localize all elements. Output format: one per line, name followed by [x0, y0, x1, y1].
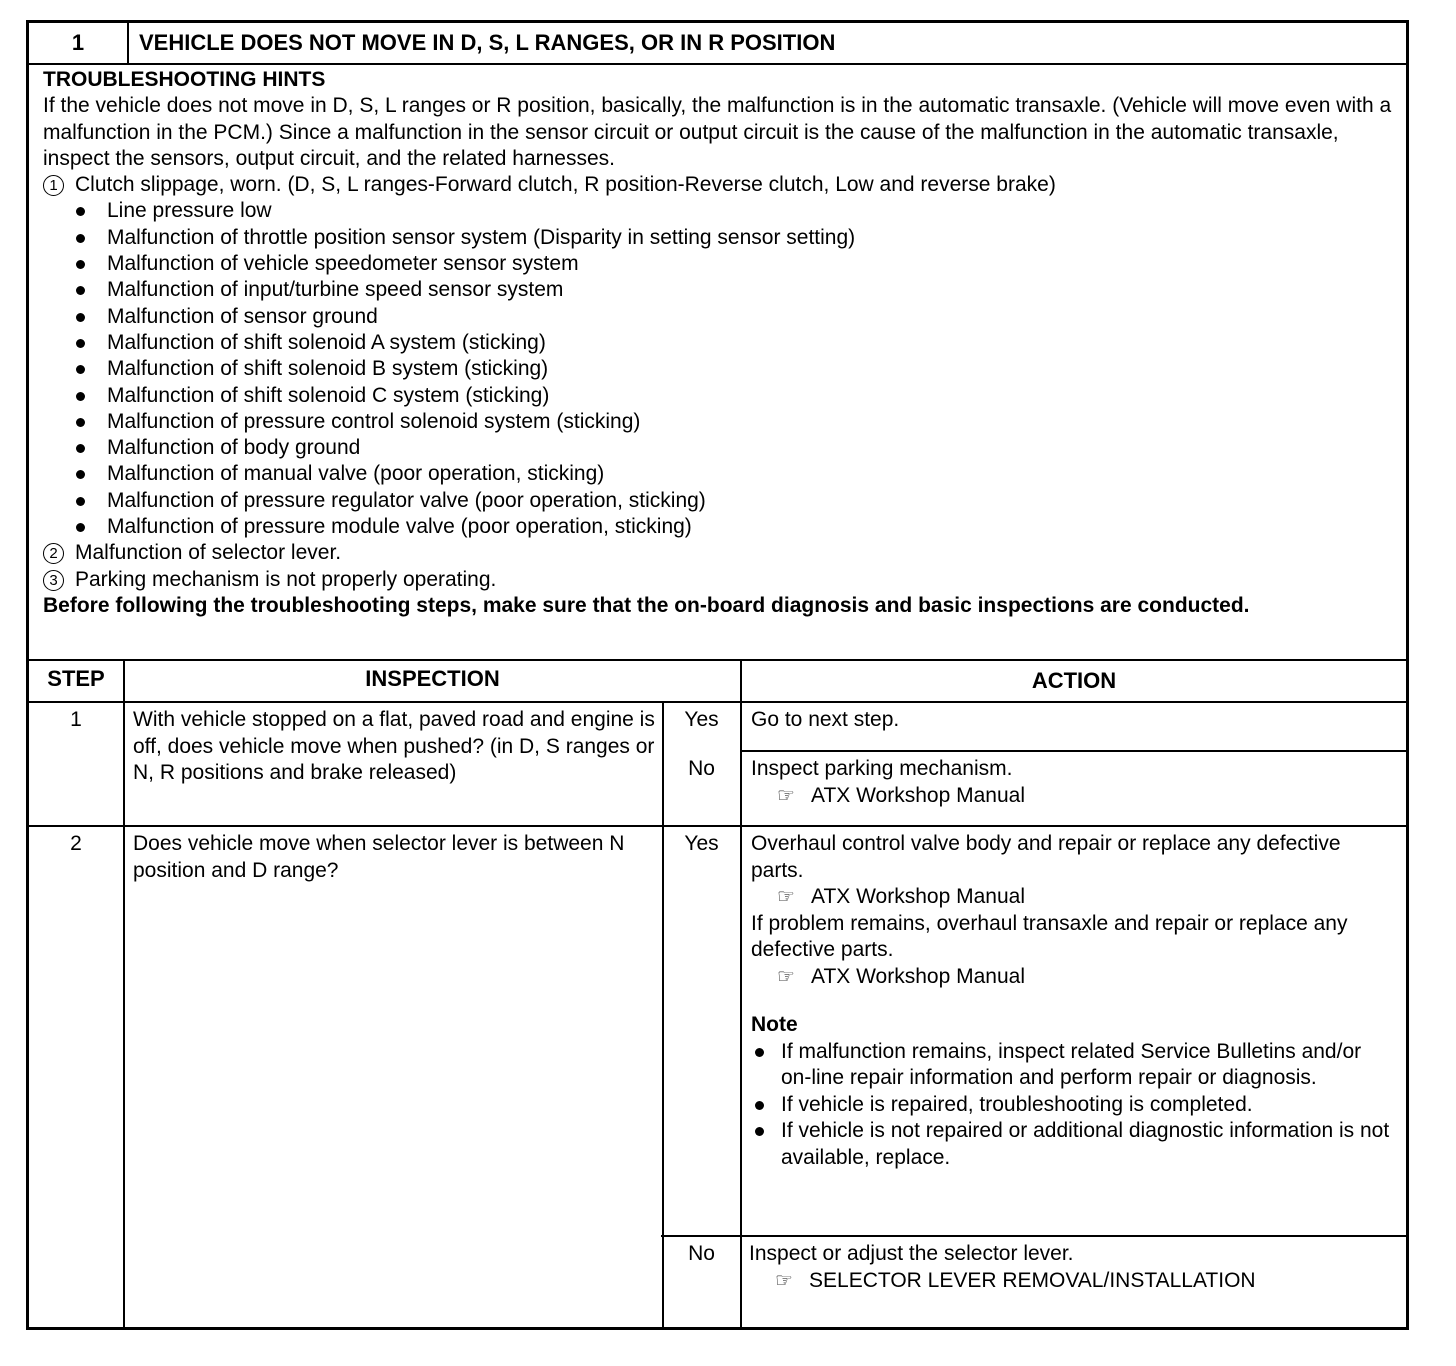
bullet-dot-icon — [76, 418, 85, 427]
pointing-hand-icon: ☞ — [777, 784, 795, 807]
cause-bullet-text: Malfunction of sensor ground — [107, 304, 378, 328]
bullet-dot-icon — [76, 444, 85, 453]
cause-bullet-item — [43, 251, 1394, 277]
cause-1-bullet-list — [43, 198, 1394, 540]
step1-no-reference — [751, 783, 1401, 810]
cause-2 — [43, 540, 1394, 566]
cause-bullet-text: Malfunction of pressure module valve (poor operation, sticking) — [107, 515, 692, 539]
bullet-dot-icon — [755, 1127, 764, 1136]
cause-bullet-item — [43, 277, 1394, 303]
note-title: Note — [751, 1013, 798, 1036]
cause-bullet-item — [43, 488, 1394, 514]
step1-inspection: With vehicle stopped on a flat, paved road and engine is off, does vehicle move when pushed? (in D, S ranges or N, R positions and brake released) — [133, 708, 655, 784]
cause-bullet-text: Malfunction of throttle position sensor system (Disparity in setting sensor setting) — [107, 225, 856, 249]
cause-3 — [43, 567, 1394, 593]
hints-intro: If the vehicle does not move in D, S, L ranges or R position, basically, the malfunction is in the automatic transaxle. (Vehicle will move even with a malfunction in the PCM.) Since a malfunction in the sensor circuit or output circuit is the cause of the malfunction in the automatic transaxle, inspect the sensors, output circuit, and the related harnesses. — [43, 94, 1392, 170]
step2-no-label: No — [688, 1242, 715, 1265]
step2-inspection: Does vehicle move when selector lever is between N position and D range? — [133, 832, 625, 882]
note-item — [751, 1118, 1391, 1171]
cause-bullet-text: Malfunction of shift solenoid B system (sticking) — [107, 357, 549, 381]
title-number: 1 — [29, 23, 129, 63]
step2-no-reference — [749, 1268, 1399, 1295]
cause-bullet-item — [43, 383, 1394, 409]
hints-final-instruction: Before following the troubleshooting steps, make sure that the on-board diagnosis and basic inspections are conducted. — [43, 593, 1250, 617]
step1-no-action-block — [751, 756, 1401, 809]
cause-bullet-item — [43, 198, 1394, 224]
troubleshooting-hints — [43, 67, 1394, 619]
page-title: VEHICLE DOES NOT MOVE IN D, S, L RANGES, OR IN R POSITION — [139, 30, 836, 55]
cause-bullet-text: Malfunction of manual valve (poor operation, sticking) — [107, 462, 605, 486]
step2-number: 2 — [70, 832, 82, 855]
cause-bullet-text: Malfunction of input/turbine speed sensor system — [107, 278, 564, 302]
step1-no-reference-text: ATX Workshop Manual — [811, 783, 1025, 807]
cause-bullet-item — [43, 225, 1394, 251]
answer-action-divider — [740, 659, 742, 1327]
cause-2-text: Malfunction of selector lever. — [75, 541, 342, 565]
header-step: STEP — [47, 666, 105, 691]
circled-number-2: 2 — [43, 543, 64, 564]
cause-bullet-text: Malfunction of shift solenoid A system (sticking) — [107, 330, 546, 354]
cause-1-text: Clutch slippage, worn. (D, S, L ranges-Forward clutch, R position-Reverse clutch, Low and reverse brake) — [75, 173, 1056, 197]
bullet-dot-icon — [76, 523, 85, 532]
header-action: ACTION — [1031, 668, 1117, 693]
note-item — [751, 1092, 1391, 1119]
step2-yes-label: Yes — [684, 832, 719, 855]
step2-yes-reference-2-text: ATX Workshop Manual — [811, 964, 1025, 988]
cause-bullet-text: Malfunction of shift solenoid C system (sticking) — [107, 383, 550, 407]
cause-bullet-text: Line pressure low — [107, 199, 272, 223]
bullet-dot-icon — [76, 497, 85, 506]
step1-bottom-border — [29, 825, 1406, 827]
bullet-dot-icon — [76, 470, 85, 479]
note-item-text: If vehicle is not repaired or additional diagnostic information is not available, replace. — [781, 1119, 1390, 1169]
bullet-dot-icon — [76, 234, 85, 243]
bullet-dot-icon — [76, 392, 85, 401]
cause-bullet-item — [43, 461, 1394, 487]
cause-3-text: Parking mechanism is not properly operating. — [75, 567, 497, 591]
bullet-dot-icon — [76, 207, 85, 216]
header-inspection: INSPECTION — [365, 666, 500, 691]
troubleshooting-document — [26, 20, 1409, 1330]
bullet-dot-icon — [76, 313, 85, 322]
cause-bullet-item — [43, 356, 1394, 382]
cause-bullet-text: Malfunction of body ground — [107, 436, 361, 460]
step2-yes-reference-1-text: ATX Workshop Manual — [811, 885, 1025, 908]
bullet-dot-icon — [755, 1048, 764, 1057]
note-item-text: If vehicle is repaired, troubleshooting is completed. — [781, 1092, 1253, 1116]
note-item — [751, 1039, 1391, 1092]
cause-bullet-text: Malfunction of pressure regulator valve (poor operation, sticking) — [107, 488, 706, 512]
step2-no-reference-text: SELECTOR LEVER REMOVAL/INSTALLATION — [809, 1268, 1256, 1292]
header-bottom-border — [29, 701, 1406, 703]
pointing-hand-icon: ☞ — [777, 886, 795, 908]
step1-no-action: Inspect parking mechanism. — [751, 757, 1013, 780]
step1-yes-label: Yes — [684, 708, 719, 731]
step2-yes-action-block — [751, 831, 1391, 1171]
cause-bullet-item — [43, 514, 1394, 540]
cause-bullet-text: Malfunction of pressure control solenoid system (sticking) — [107, 409, 641, 433]
cause-bullet-item — [43, 330, 1394, 356]
table-top-border — [29, 659, 1406, 661]
step1-number: 1 — [70, 708, 82, 731]
step1-no-label: No — [688, 757, 715, 780]
cause-bullet-item — [43, 435, 1394, 461]
pointing-hand-icon: ☞ — [777, 965, 795, 988]
step2-no-action-block — [749, 1241, 1399, 1294]
bullet-dot-icon — [76, 339, 85, 348]
step2-yes-action-2: If problem remains, overhaul transaxle and repair or replace any defective parts. — [751, 911, 1348, 961]
title-bar — [29, 23, 1406, 65]
step1-yes-action: Go to next step. — [751, 708, 900, 731]
step-column-divider — [123, 659, 125, 1327]
cause-bullet-item — [43, 409, 1394, 435]
inspection-answer-divider — [662, 701, 664, 1327]
hints-heading: TROUBLESHOOTING HINTS — [43, 68, 326, 91]
circled-number-1: 1 — [43, 175, 64, 196]
step2-yes-reference-1 — [751, 884, 1391, 911]
circled-number-3: 3 — [43, 570, 64, 591]
note-item-text: If malfunction remains, inspect related Service Bulletins and/or on-line repair information and perform repair or diagnosis. — [781, 1039, 1362, 1089]
step2-yes-no-divider — [661, 1235, 1406, 1237]
step2-yes-reference-2 — [751, 964, 1391, 991]
cause-bullet-item — [43, 304, 1394, 330]
step2-no-action: Inspect or adjust the selector lever. — [749, 1242, 1074, 1265]
note-list — [751, 1039, 1391, 1172]
bullet-dot-icon — [76, 365, 85, 374]
cause-1 — [43, 172, 1394, 198]
bullet-dot-icon — [755, 1101, 764, 1110]
bullet-dot-icon — [76, 286, 85, 295]
cause-bullet-text: Malfunction of vehicle speedometer sensor system — [107, 252, 579, 276]
bullet-dot-icon — [76, 260, 85, 269]
pointing-hand-icon: ☞ — [775, 1269, 793, 1292]
step2-yes-action-1: Overhaul control valve body and repair or replace any defective parts. — [751, 832, 1341, 882]
step1-yes-no-divider — [741, 750, 1406, 752]
